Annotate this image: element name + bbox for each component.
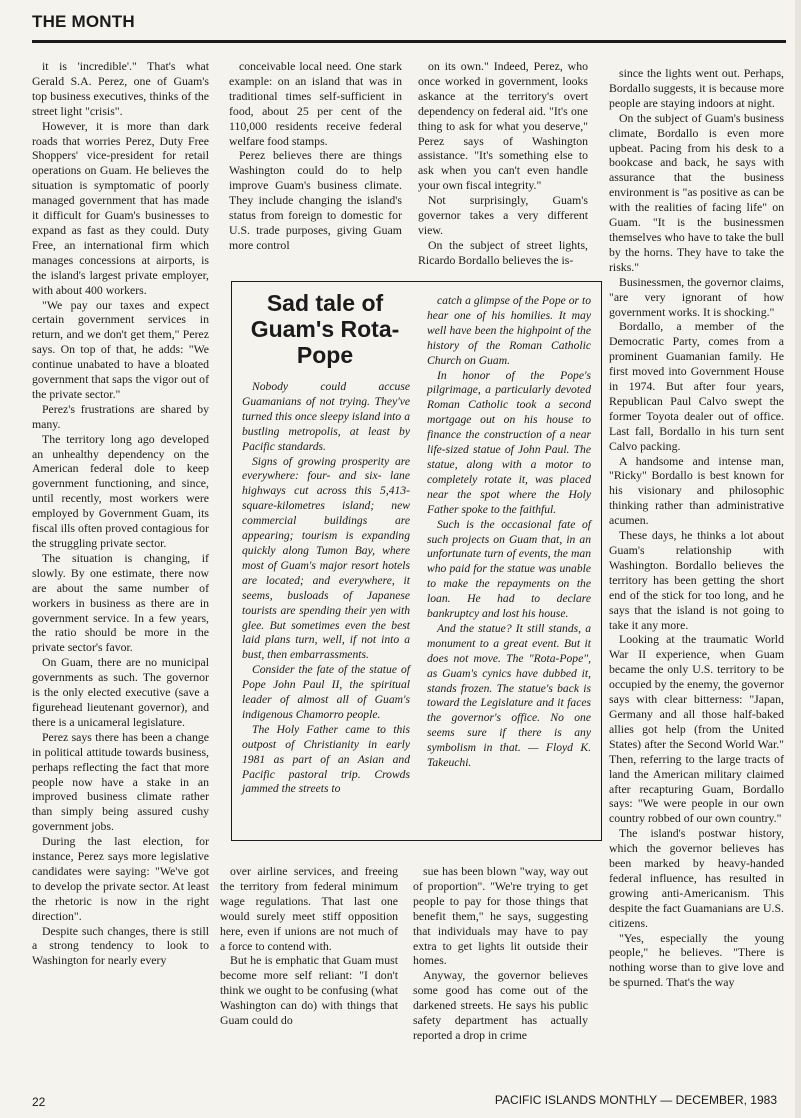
paragraph: "Yes, especially the young people," he believes. "There is nothing worse than to give love and be spurned. That's the way bbox=[609, 930, 784, 990]
paragraph: These days, he thinks a lot about Guam's relationship with Washington. Bordallo believes the territory has been getting the short end of the stick for too long, and he says that the island is not going to take it any more. bbox=[609, 528, 784, 632]
paragraph: it is 'incredible'." That's what Gerald S.A. Perez, one of Guam's top business executives, thinks of the street light "crisis". bbox=[32, 59, 209, 118]
paragraph: Such is the occasional fate of such projects on Guam that, in an unfortunate turn of events, the man who paid for the statue was unable to make the repayments on the loan. He had to declare bankruptcy and lost his house. bbox=[427, 517, 591, 621]
paragraph: But he is emphatic that Guam must become more self reliant: "I don't think we ought to be confusing (what Washington can do) with things that Guam could do bbox=[220, 953, 398, 1028]
paragraph: Businessmen, the governor claims, "are very ignorant of how government works. It is shocking." bbox=[609, 274, 784, 319]
section-header: THE MONTH bbox=[32, 12, 135, 31]
paragraph: The island's postwar history, which the governor believes has been marked by heavy-handed federal influence, has resulted in growing anti-Americanism. This despite the fact Guamanians are U.S. citizens. bbox=[609, 826, 784, 930]
paragraph: "We pay our taxes and expect certain government services in return, and we don't get them," Perez says. On top of that, he adds: "We continue unabated to have a bloated government that saps the vigor out of the private sector." bbox=[32, 297, 209, 401]
paragraph: During the last election, for instance, Perez says more legislative candidates were saying: "We've got to develop the private sector. At least the rhetoric is now in the right direction". bbox=[32, 834, 209, 923]
page-edge bbox=[795, 0, 801, 1118]
paragraph: Not surprisingly, Guam's governor takes a very different view. bbox=[418, 193, 588, 237]
column-3-bottom bbox=[413, 864, 588, 1043]
paragraph: Perez says there has been a change in political attitude towards business, perhaps reflecting the fact that more people now have a stake in an improved business climate rather than simply being assured cushy government jobs. bbox=[32, 729, 209, 834]
paragraph: Nobody could accuse Guamanians of not trying. They've turned this once sleepy island into a bustling metropolis, at least by Pacific standards. bbox=[242, 380, 410, 453]
paragraph: On the subject of Guam's business climate, Bordallo is even more upbeat. Pacing from his desk to a bookcase and back, he says with assurance that the business environment is "as positive as can be with the realities of facing life" on Guam. "It is the businessmen themselves who have to take the bull by the horns. They have to take the risks." bbox=[609, 110, 784, 274]
paragraph: Anyway, the governor believes some good has come out of the darkened streets. He says his public safety department has actually reported a drop in crime bbox=[413, 968, 588, 1042]
paragraph: since the lights went out. Perhaps, Bordallo suggests, it is because more people are staying indoors at night. bbox=[609, 66, 784, 110]
paragraph: conceivable local need. One stark example: on an island that was in traditional times self-sufficient in food, about 25 per cent of the 110,000 residents receive federal welfare food stamps. bbox=[229, 59, 402, 148]
sidebar-title: Sad tale of Guam's Rota-Pope bbox=[250, 290, 400, 368]
sidebar-column-right bbox=[427, 294, 591, 771]
column-2-bottom bbox=[220, 864, 398, 1028]
paragraph: On the subject of street lights, Ricardo Bordallo believes the is- bbox=[418, 237, 588, 267]
paragraph: Despite such changes, there is still a strong tendency to look to Washington for nearly every bbox=[32, 923, 209, 968]
column-1 bbox=[32, 59, 209, 968]
paragraph: A handsome and intense man, "Ricky" Bordallo is best known for his visionary and philosophic thinking rather than administrative acumen. bbox=[609, 453, 784, 528]
paragraph: Bordallo, a member of the Democratic Party, comes from a prominent Guamanian family. He first moved into Government House in 1974. But after four years, Republican Paul Calvo swept the former Toyota dealer out of office. Last fall, Bordallo in his turn sent Calvo packing. bbox=[609, 319, 784, 453]
paragraph: Looking at the traumatic World War II experience, when Guam became the only U.S. territory to be occupied by the enemy, the governor says with clear bitterness: "Japan, Germany and all those half-baked allies got help (from the United States) after the Second World War." Then, referring to the large tracts of land the American military claimed after recapturing Guam, Bordallo says: "We were people in our own country robbed of our own country." bbox=[609, 632, 784, 826]
column-2-top bbox=[229, 59, 402, 253]
column-4 bbox=[609, 66, 784, 990]
paragraph: In honor of the Pope's pilgrimage, a particularly devoted Roman Catholic took a second mortgage out on his house to finance the construction of a near life-sized statue of John Paul. The statue, along with a motor to completely rotate it, was placed near the spot where the Holy Father spoke to the faithful. bbox=[427, 368, 591, 516]
column-3-top bbox=[418, 59, 588, 268]
paragraph: The territory long ago developed an unhealthy dependency on the American federal dole to keep government functioning, and since, until recently, most workers were employed by Government Guam, its fiscal ills often proved contagious for the struggling private sector. bbox=[32, 431, 209, 550]
header-rule bbox=[32, 40, 786, 43]
paragraph: However, it is more than dark roads that worries Perez, Duty Free Shoppers' vice-president for retail operations on Guam. He believes the situation is symptomatic of poorly managed government that has made it difficult for Guam's businesses to expand as fast as they could. Duty Free, an international firm which manages concessions at airports, is the island's largest private employer, with about 400 workers. bbox=[32, 118, 209, 297]
paragraph: on its own." Indeed, Perez, who once worked in government, looks askance at the territory's overt dependency on federal aid. "It's one thing to ask for what you deserve," Perez says of Washington assistance. "It's something else to ask when you can't even handle your own fiscal integrity." bbox=[418, 59, 588, 193]
paragraph: And the statue? It still stands, a monument to a great event. But it does not move. The "Rota-Pope", as Guam's cynics have dubbed it, stands frozen. The statue's back is toward the Legislature and it faces the governor's office. No one seems sure if there is any symbolism in that. — Floyd K. Takeuchi. bbox=[427, 621, 591, 770]
paragraph: Perez believes there are things Washington could do to help improve Guam's business climate. They include changing the island's status from foreign to domestic for U.S. trade purposes, giving Guam more control bbox=[229, 148, 402, 252]
paragraph: sue has been blown "way, way out of proportion". "We're trying to get people to pay for those things that benefit them," he says, suggesting that individuals may have to pay extra to get lights lit outside their homes. bbox=[413, 864, 588, 968]
paragraph: On Guam, there are no municipal governments as such. The governor is the only elected executive (save a figurehead lieutenant governor), and there is a unicameral legislature. bbox=[32, 655, 209, 729]
paragraph: catch a glimpse of the Pope or to hear one of his homilies. It may well have been the highpoint of the history of the Roman Catholic Church on Guam. bbox=[427, 294, 591, 367]
paragraph: Signs of growing prosperity are everywhere: four- and six- lane highways cut across this 5,413-square-kilometres island; new commercial buildings are appearing; tourism is expanding quickly along Tumon Bay, where most of Guam's major resort hotels are located; and everywhere, it seems, busloads of Japanese tourists are spending their yen with glee. But sometimes even the best laid plans turn, well, if not into a bust, then embarrassments. bbox=[242, 454, 410, 662]
paragraph: Perez's frustrations are shared by many. bbox=[32, 401, 209, 431]
paragraph: over airline services, and freeing the territory from federal minimum wage regulations. That last one would surely meet stiff opposition here, even if unions are not much of a force to contend with. bbox=[220, 864, 398, 953]
paragraph: The Holy Father came to this outpost of Christianity in early 1981 as part of an Asian and Pacific pastoral trip. Crowds jammed the streets to bbox=[242, 722, 410, 796]
paragraph: Consider the fate of the statue of Pope John Paul II, the spiritual leader of almost all of Guam's indigenous Chamorro people. bbox=[242, 663, 410, 721]
publication-footer: PACIFIC ISLANDS MONTHLY — DECEMBER, 1983 bbox=[494, 1093, 777, 1107]
paragraph: The situation is changing, if slowly. By one estimate, there now are about the same number of workers in business as there are in government service. In a few years, the ratio should be more in the private sector's favor. bbox=[32, 550, 209, 655]
sidebar-box bbox=[231, 281, 602, 841]
sidebar-column-left bbox=[242, 380, 410, 797]
page-number: 22 bbox=[32, 1095, 46, 1109]
